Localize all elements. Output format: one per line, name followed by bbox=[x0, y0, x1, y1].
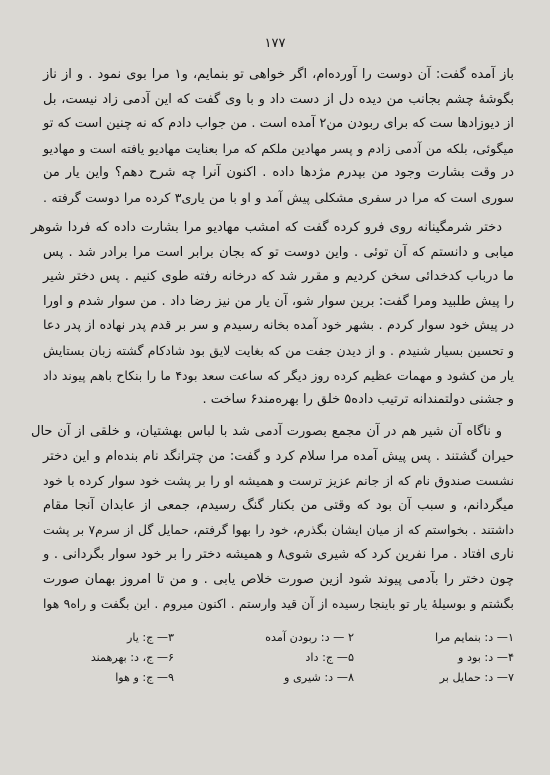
text-line bbox=[42, 63, 514, 88]
paragraph bbox=[31, 420, 514, 617]
text-line bbox=[42, 494, 514, 519]
text-line bbox=[42, 568, 514, 593]
text-line bbox=[42, 388, 514, 413]
footnote: ۶— ج، د: بهرهمند bbox=[90, 651, 174, 664]
text-line bbox=[42, 314, 514, 339]
text-line bbox=[42, 469, 514, 494]
line-text: میگوئی، بلکه من آدمی زادم و پسر مهادین ملکم که مرا بعنایت مهادیو یافته است و مهادیو bbox=[43, 140, 514, 156]
footnotes bbox=[42, 628, 514, 688]
line-text: در پیش خود سوار کردم . بشهر خود آمده بخانه رسیدم و سر بر قدم پدر نهاده از پدر دعا bbox=[43, 318, 514, 334]
text-line bbox=[42, 186, 514, 211]
line-text: بگشتم و بوسیلهٔ یار تو باینجا رسیده از آن قید وارستم . اکنون میروم . این بگفت و راه۹ هوا bbox=[42, 597, 514, 612]
text-line bbox=[31, 420, 514, 445]
footnote-column bbox=[354, 628, 514, 688]
text-line bbox=[42, 364, 514, 389]
line-text: یار من کشود و مهمات عظیم کرده روز دیگر که ساعت سعد بود۴ ما را بنکاح باهم پیوند داد bbox=[43, 367, 514, 383]
line-text: سوری است که مرا در سفری مشکلی پیش آمد و او با من یاری۳ کرده مرا دوست گرفته . bbox=[43, 189, 514, 205]
line-text: داشتند . بخواستم که از میان ایشان بگذرم، خود را بهوا گرفتم، حمایل گل از سرم۷ بر پشت bbox=[42, 523, 514, 538]
text-line bbox=[42, 290, 514, 315]
text-line bbox=[42, 265, 514, 290]
line-text: از دیوزادها ست که برای ربودن من۲ آمده است . من جواب دادم که نه چنین است که تو bbox=[43, 116, 514, 132]
line-text: میگردانم، و سبب آن بود که وقتی من بکنار گنگ رسیدم، جمعی از عابدان آنجا مقام bbox=[43, 497, 514, 513]
footnote: ۴— د: بود و bbox=[458, 651, 514, 664]
footnote: ۵— ج: داد bbox=[305, 651, 354, 664]
footnote-column bbox=[42, 628, 174, 688]
line-text: بگوشهٔ چشم بجانب من دیده دل از دست داد و با وی گفت که این آدمی زاد نیست، بل bbox=[43, 91, 514, 107]
line-text: ما درباب کدخدائی سخن کردیم و مقرر شد که درخانه رفته طوی کنیم . پس دختر شیر bbox=[43, 269, 514, 285]
line-text: حیران گشتند . پس پیش آمده مرا سلام کرد و گفت: من چترانگد نام بنده‌ام و این دختر bbox=[43, 448, 514, 464]
text-line bbox=[42, 518, 514, 543]
page-number: ۱۷۷ bbox=[264, 36, 286, 51]
text-line bbox=[42, 137, 514, 162]
footnote: ۳— ج: یار bbox=[126, 631, 174, 644]
footnote: ۲ — د: ربودن آمده bbox=[265, 631, 354, 644]
line-text: ناری افتاد . مرا نفرین کرد که شیری شوی۸ و همیشه دختر را بر خود سوار بگردانی . و bbox=[42, 546, 514, 562]
text-line bbox=[42, 112, 514, 137]
line-text: و تحسین بسیار شنیدم . و از دیدن جفت من که بغایت لایق بود شادکام گشته زبان بستایش bbox=[43, 342, 514, 358]
text-line bbox=[31, 216, 514, 241]
line-text: باز آمده گفت: آن دوست را آورده‌ام، اگر خواهی تو بنمایم، و۱ مرا بوی نمود . و از ناز bbox=[43, 67, 514, 82]
text-line bbox=[42, 445, 514, 470]
footnote: ۷— د: حمایل بر bbox=[439, 671, 514, 684]
text-line bbox=[42, 543, 514, 568]
footnote: ۸— د: شیری و bbox=[283, 671, 354, 684]
line-text: دختر شرمگینانه روی فرو کرده گفت که امشب مهادیو مرا بشارت داده که فردا شوهر bbox=[31, 220, 502, 235]
line-text: میابی و دانستم که آن توئی . واین دوست تو که بجان برابر است مرا برادر شد . پس bbox=[43, 244, 514, 260]
text-line bbox=[42, 241, 514, 266]
text-line bbox=[42, 592, 514, 617]
text-line bbox=[42, 161, 514, 186]
footnote: ۹— ج: و هوا bbox=[115, 671, 174, 684]
line-text: را پیش طلبید ومرا گفت: برین سوار شو، آن یار من نیز رضا داد . من سوار شدم و اورا bbox=[43, 293, 514, 309]
text-line bbox=[42, 88, 514, 113]
line-text: در وقت بشارت وجود من بپدرم مژدها داده . اکنون آنرا چه شرح دهم؟ واین یار من bbox=[43, 165, 514, 181]
line-text: و ناگاه آن شیر هم در آن مجمع بصورت آدمی شد با لباس بهشتیان، و خلقی از آن حال bbox=[31, 424, 502, 439]
line-text: چون دختر را بآدمی پیوند شود ازین صورت خلاص یابی . و من تا امروز بهمان صورت bbox=[43, 571, 514, 587]
line-text: نشست صندوق نام که از جانم عزیز ترست و همیشه او را بر پشت خود سوار کرده با خود bbox=[43, 473, 514, 489]
paragraph bbox=[42, 63, 514, 211]
paragraph bbox=[31, 216, 514, 413]
line-text: و جشنی دولتمندانه ترتیب داده۵ خلق را بهره‌مند۶ ساخت . bbox=[202, 392, 514, 408]
text-line bbox=[42, 339, 514, 364]
footnote-column bbox=[174, 628, 354, 688]
footnote: ۱— د: بنمایم مرا bbox=[435, 631, 514, 644]
